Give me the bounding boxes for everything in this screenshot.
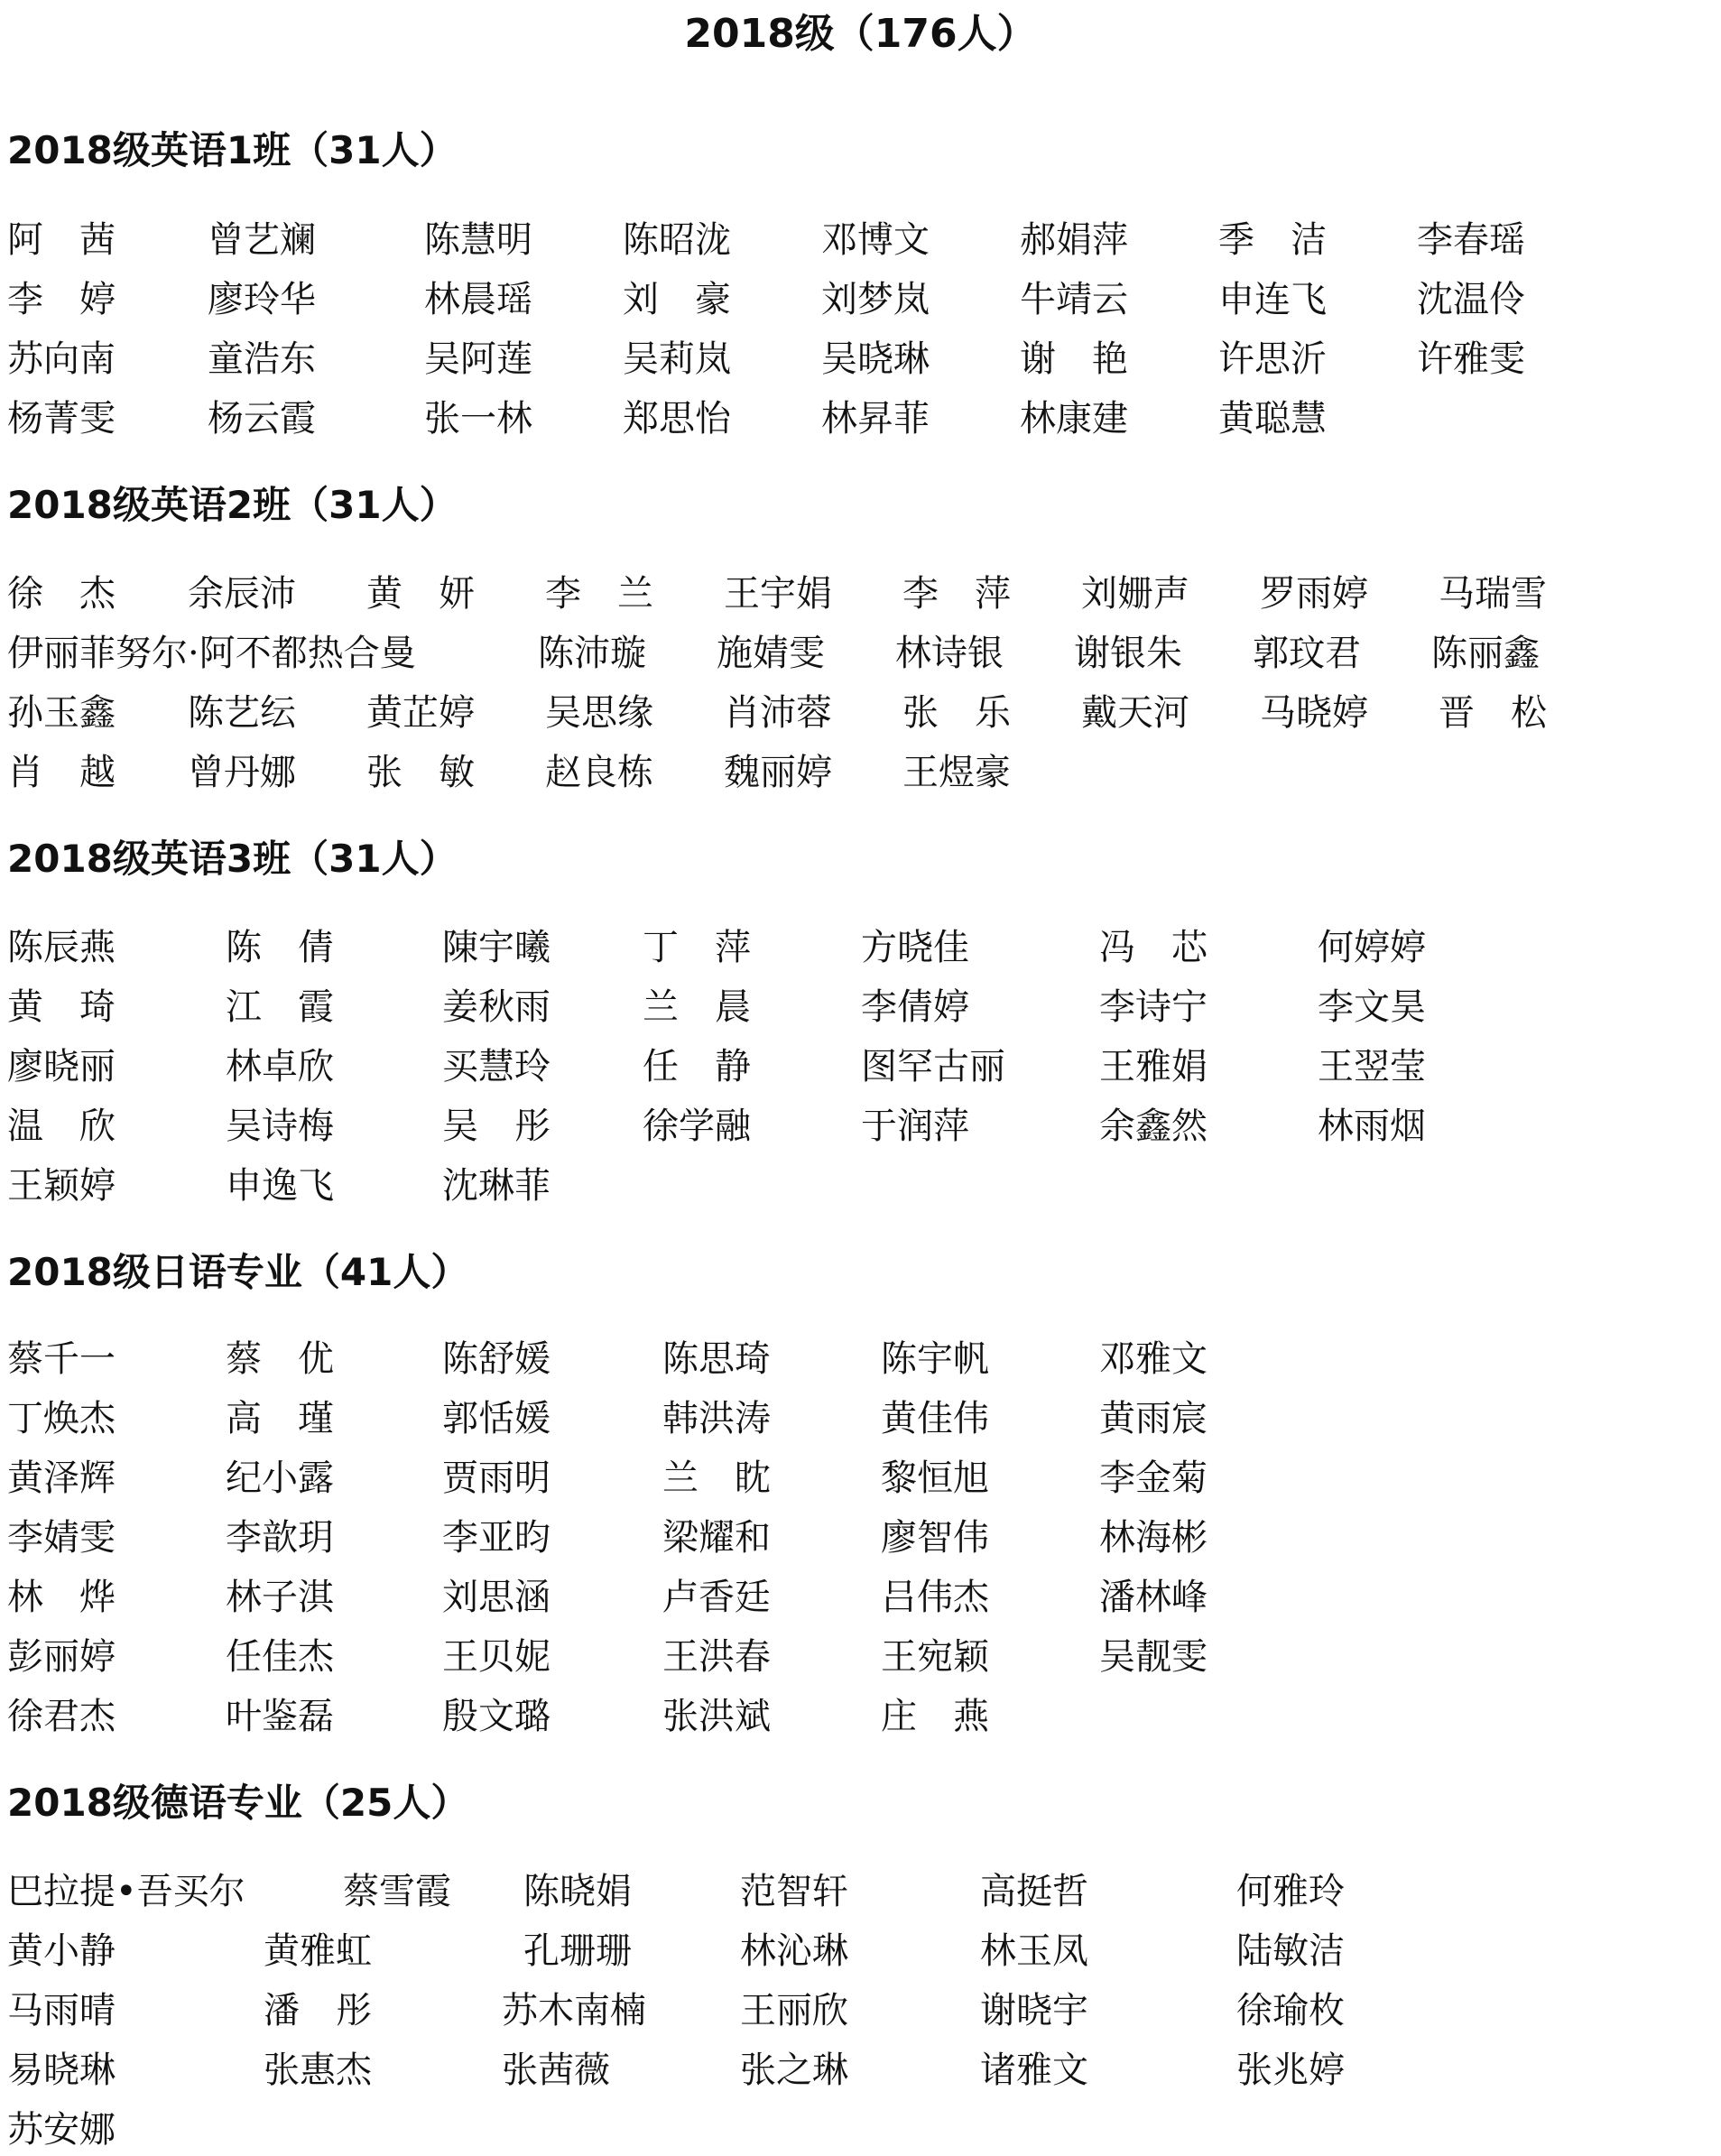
student-name: 王雅娟 [1099, 1046, 1207, 1087]
student-name: 牛靖云 [1020, 279, 1128, 320]
student-name: 张之琳 [740, 2050, 848, 2091]
student-name: 潘 彤 [264, 1990, 372, 2031]
student-name: 黄佳伟 [881, 1398, 989, 1439]
student-name: 沈琳菲 [442, 1165, 551, 1207]
student-name: 曾艺斓 [208, 219, 316, 261]
student-name: 徐学融 [643, 1106, 751, 1147]
student-name: 张茜薇 [502, 2050, 610, 2091]
student-name: 李倩婷 [861, 986, 969, 1028]
student-name: 任 静 [643, 1046, 751, 1087]
student-name: 童浩东 [208, 338, 316, 380]
student-name: 苏安娜 [7, 2109, 116, 2151]
student-name: 陈辰燕 [7, 927, 116, 968]
student-name: 刘思涵 [442, 1577, 551, 1618]
student-name: 赵良栋 [545, 752, 653, 793]
section-heading: 2018级日语专业（41人） [7, 1250, 469, 1294]
student-name: 张一林 [424, 398, 532, 440]
student-name: 刘姗声 [1081, 573, 1189, 615]
student-name: 陈慧明 [424, 219, 532, 261]
page-title: 2018级（176人） [684, 11, 1037, 57]
student-name: 陈舒媛 [442, 1338, 551, 1380]
student-name: 郑思怡 [623, 398, 731, 440]
student-name: 卢香廷 [662, 1577, 771, 1618]
student-name: 陆敏洁 [1236, 1930, 1345, 1972]
student-name: 韩洪涛 [662, 1398, 771, 1439]
student-name: 吴思缘 [545, 692, 653, 734]
student-name: 陈丽鑫 [1431, 633, 1540, 674]
student-name: 余鑫然 [1099, 1106, 1207, 1147]
student-name: 余辰沛 [188, 573, 296, 615]
student-name: 姜秋雨 [442, 986, 551, 1028]
student-name: 吴莉岚 [623, 338, 731, 380]
student-name: 王宇娟 [724, 573, 832, 615]
student-name: 范智轩 [740, 1871, 848, 1912]
student-name: 梁耀和 [662, 1517, 771, 1559]
student-name: 张兆婷 [1236, 2050, 1345, 2091]
student-name: 李亚昀 [442, 1517, 551, 1559]
student-name: 王丽欣 [740, 1990, 848, 2031]
student-name: 吴靓雯 [1099, 1636, 1207, 1678]
student-name: 郝娟萍 [1020, 219, 1128, 261]
student-name: 林康建 [1020, 398, 1128, 440]
student-name: 李金菊 [1099, 1457, 1207, 1499]
student-name: 彭丽婷 [7, 1636, 116, 1678]
student-name: 邓博文 [821, 219, 930, 261]
student-name: 戴天河 [1081, 692, 1189, 734]
student-name: 谢银朱 [1074, 633, 1182, 674]
student-name: 诸雅文 [980, 2050, 1088, 2091]
student-name: 张惠杰 [264, 2050, 372, 2091]
student-name: 林诗银 [895, 633, 1004, 674]
student-name: 谢 艳 [1020, 338, 1128, 380]
student-name: 贾雨明 [442, 1457, 551, 1499]
student-name: 吴 彤 [442, 1106, 551, 1147]
student-name: 陈昭泷 [623, 219, 731, 261]
student-name: 于润萍 [861, 1106, 969, 1147]
section-heading: 2018级英语2班（31人） [7, 483, 458, 527]
student-name: 黄雅虹 [264, 1930, 372, 1972]
student-name: 曾丹娜 [188, 752, 296, 793]
student-name: 徐 杰 [7, 573, 116, 615]
student-name: 高挺哲 [980, 1871, 1088, 1912]
student-name: 兰 晨 [643, 986, 751, 1028]
section-heading: 2018级德语专业（25人） [7, 1781, 469, 1825]
student-name: 徐君杰 [7, 1696, 116, 1737]
student-name: 易晓琳 [7, 2050, 116, 2091]
student-name: 图罕古丽 [861, 1046, 1005, 1087]
student-name: 魏丽婷 [724, 752, 832, 793]
student-name: 廖晓丽 [7, 1046, 116, 1087]
student-name: 吴晓琳 [821, 338, 930, 380]
student-name: 买慧玲 [442, 1046, 551, 1087]
student-name: 郭恬媛 [442, 1398, 551, 1439]
student-name: 江 霞 [226, 986, 334, 1028]
student-name: 陈艺纭 [188, 692, 296, 734]
student-name: 申连飞 [1218, 279, 1327, 320]
student-name: 黄雨宸 [1099, 1398, 1207, 1439]
student-name: 罗雨婷 [1260, 573, 1368, 615]
student-name: 李 萍 [902, 573, 1011, 615]
student-name: 陈宇帆 [881, 1338, 989, 1380]
student-name: 杨菁雯 [7, 398, 116, 440]
student-name: 陈 倩 [226, 927, 334, 968]
student-name: 张 敏 [366, 752, 475, 793]
student-name: 季 洁 [1218, 219, 1327, 261]
student-name: 潘林峰 [1099, 1577, 1207, 1618]
student-name: 杨云霞 [208, 398, 316, 440]
student-name: 刘 豪 [623, 279, 731, 320]
student-name: 廖玲华 [208, 279, 316, 320]
student-name: 林昇菲 [821, 398, 930, 440]
student-name: 马晓婷 [1260, 692, 1368, 734]
student-name: 黄芷婷 [366, 692, 475, 734]
student-name: 李 兰 [545, 573, 653, 615]
student-name: 蔡千一 [7, 1338, 116, 1380]
student-name: 阿 茜 [7, 219, 116, 261]
section-heading: 2018级英语1班（31人） [7, 128, 458, 172]
student-name: 孙玉鑫 [7, 692, 116, 734]
student-name: 马雨晴 [7, 1990, 116, 2031]
student-name: 丁焕杰 [7, 1398, 116, 1439]
student-name: 沈温伶 [1417, 279, 1525, 320]
student-name: 蔡 优 [226, 1338, 334, 1380]
student-name: 陈思琦 [662, 1338, 771, 1380]
student-name: 林沁琳 [740, 1930, 848, 1972]
student-name: 李诗宁 [1099, 986, 1207, 1028]
student-name: 王洪春 [662, 1636, 771, 1678]
student-name: 纪小露 [226, 1457, 334, 1499]
student-name: 蔡雪霞 [343, 1871, 451, 1912]
student-name: 邓雅文 [1099, 1338, 1207, 1380]
student-name: 陳宇曦 [442, 927, 551, 968]
student-name: 黎恒旭 [881, 1457, 989, 1499]
student-name: 林 烨 [7, 1577, 116, 1618]
student-name: 李春瑶 [1417, 219, 1525, 261]
student-name: 方晓佳 [861, 927, 969, 968]
student-name: 吴诗梅 [226, 1106, 334, 1147]
student-name: 肖 越 [7, 752, 116, 793]
student-name: 王宛颖 [881, 1636, 989, 1678]
student-name: 马瑞雪 [1439, 573, 1547, 615]
student-name: 李文昊 [1318, 986, 1426, 1028]
student-name: 林雨烟 [1318, 1106, 1426, 1147]
student-name: 林子淇 [226, 1577, 334, 1618]
student-name: 廖智伟 [881, 1517, 989, 1559]
student-name: 伊丽菲努尔·阿不都热合曼 [7, 633, 416, 674]
student-name: 许雅雯 [1417, 338, 1525, 380]
student-name: 许思沂 [1218, 338, 1327, 380]
student-name: 黄泽辉 [7, 1457, 116, 1499]
student-name: 庄 燕 [881, 1696, 989, 1737]
student-name: 任佳杰 [226, 1636, 334, 1678]
student-name: 叶鉴磊 [226, 1696, 334, 1737]
student-name: 孔珊珊 [523, 1930, 632, 1972]
student-name: 郭玟君 [1253, 633, 1361, 674]
student-name: 黄 妍 [366, 573, 475, 615]
student-name: 李歆玥 [226, 1517, 334, 1559]
student-name: 吕伟杰 [881, 1577, 989, 1618]
student-name: 黄聪慧 [1218, 398, 1327, 440]
student-name: 肖沛蓉 [724, 692, 832, 734]
student-name: 何雅玲 [1236, 1871, 1345, 1912]
student-name: 申逸飞 [226, 1165, 334, 1207]
student-name: 苏向南 [7, 338, 116, 380]
student-name: 冯 芯 [1099, 927, 1207, 968]
student-name: 吴阿莲 [424, 338, 532, 380]
student-name: 陈晓娟 [523, 1871, 632, 1912]
student-name: 殷文璐 [442, 1696, 551, 1737]
student-name: 晋 松 [1439, 692, 1547, 734]
student-name: 王翌莹 [1318, 1046, 1426, 1087]
student-name: 黄小静 [7, 1930, 116, 1972]
student-name: 苏木南楠 [502, 1990, 646, 2031]
student-name: 李 婷 [7, 279, 116, 320]
student-name: 陈沛璇 [538, 633, 646, 674]
student-name: 林卓欣 [226, 1046, 334, 1087]
student-name: 高 瑾 [226, 1398, 334, 1439]
student-name: 王煜豪 [902, 752, 1011, 793]
student-name: 丁 萍 [643, 927, 751, 968]
student-name: 王颖婷 [7, 1165, 116, 1207]
student-name: 王贝妮 [442, 1636, 551, 1678]
student-name: 谢晓宇 [980, 1990, 1088, 2031]
student-name: 林玉凤 [980, 1930, 1088, 1972]
student-name: 温 欣 [7, 1106, 116, 1147]
student-name: 张 乐 [902, 692, 1011, 734]
student-name: 林晨瑶 [424, 279, 532, 320]
student-name: 林海彬 [1099, 1517, 1207, 1559]
student-name: 何婷婷 [1318, 927, 1426, 968]
student-name: 施婧雯 [717, 633, 825, 674]
student-name: 刘梦岚 [821, 279, 930, 320]
student-name: 徐瑜枚 [1236, 1990, 1345, 2031]
student-name: 黄 琦 [7, 986, 116, 1028]
student-name: 兰 眈 [662, 1457, 771, 1499]
student-name: 张洪斌 [662, 1696, 771, 1737]
student-name: 巴拉提•吾买尔 [7, 1871, 245, 1912]
student-name: 李婧雯 [7, 1517, 116, 1559]
section-heading: 2018级英语3班（31人） [7, 837, 458, 881]
